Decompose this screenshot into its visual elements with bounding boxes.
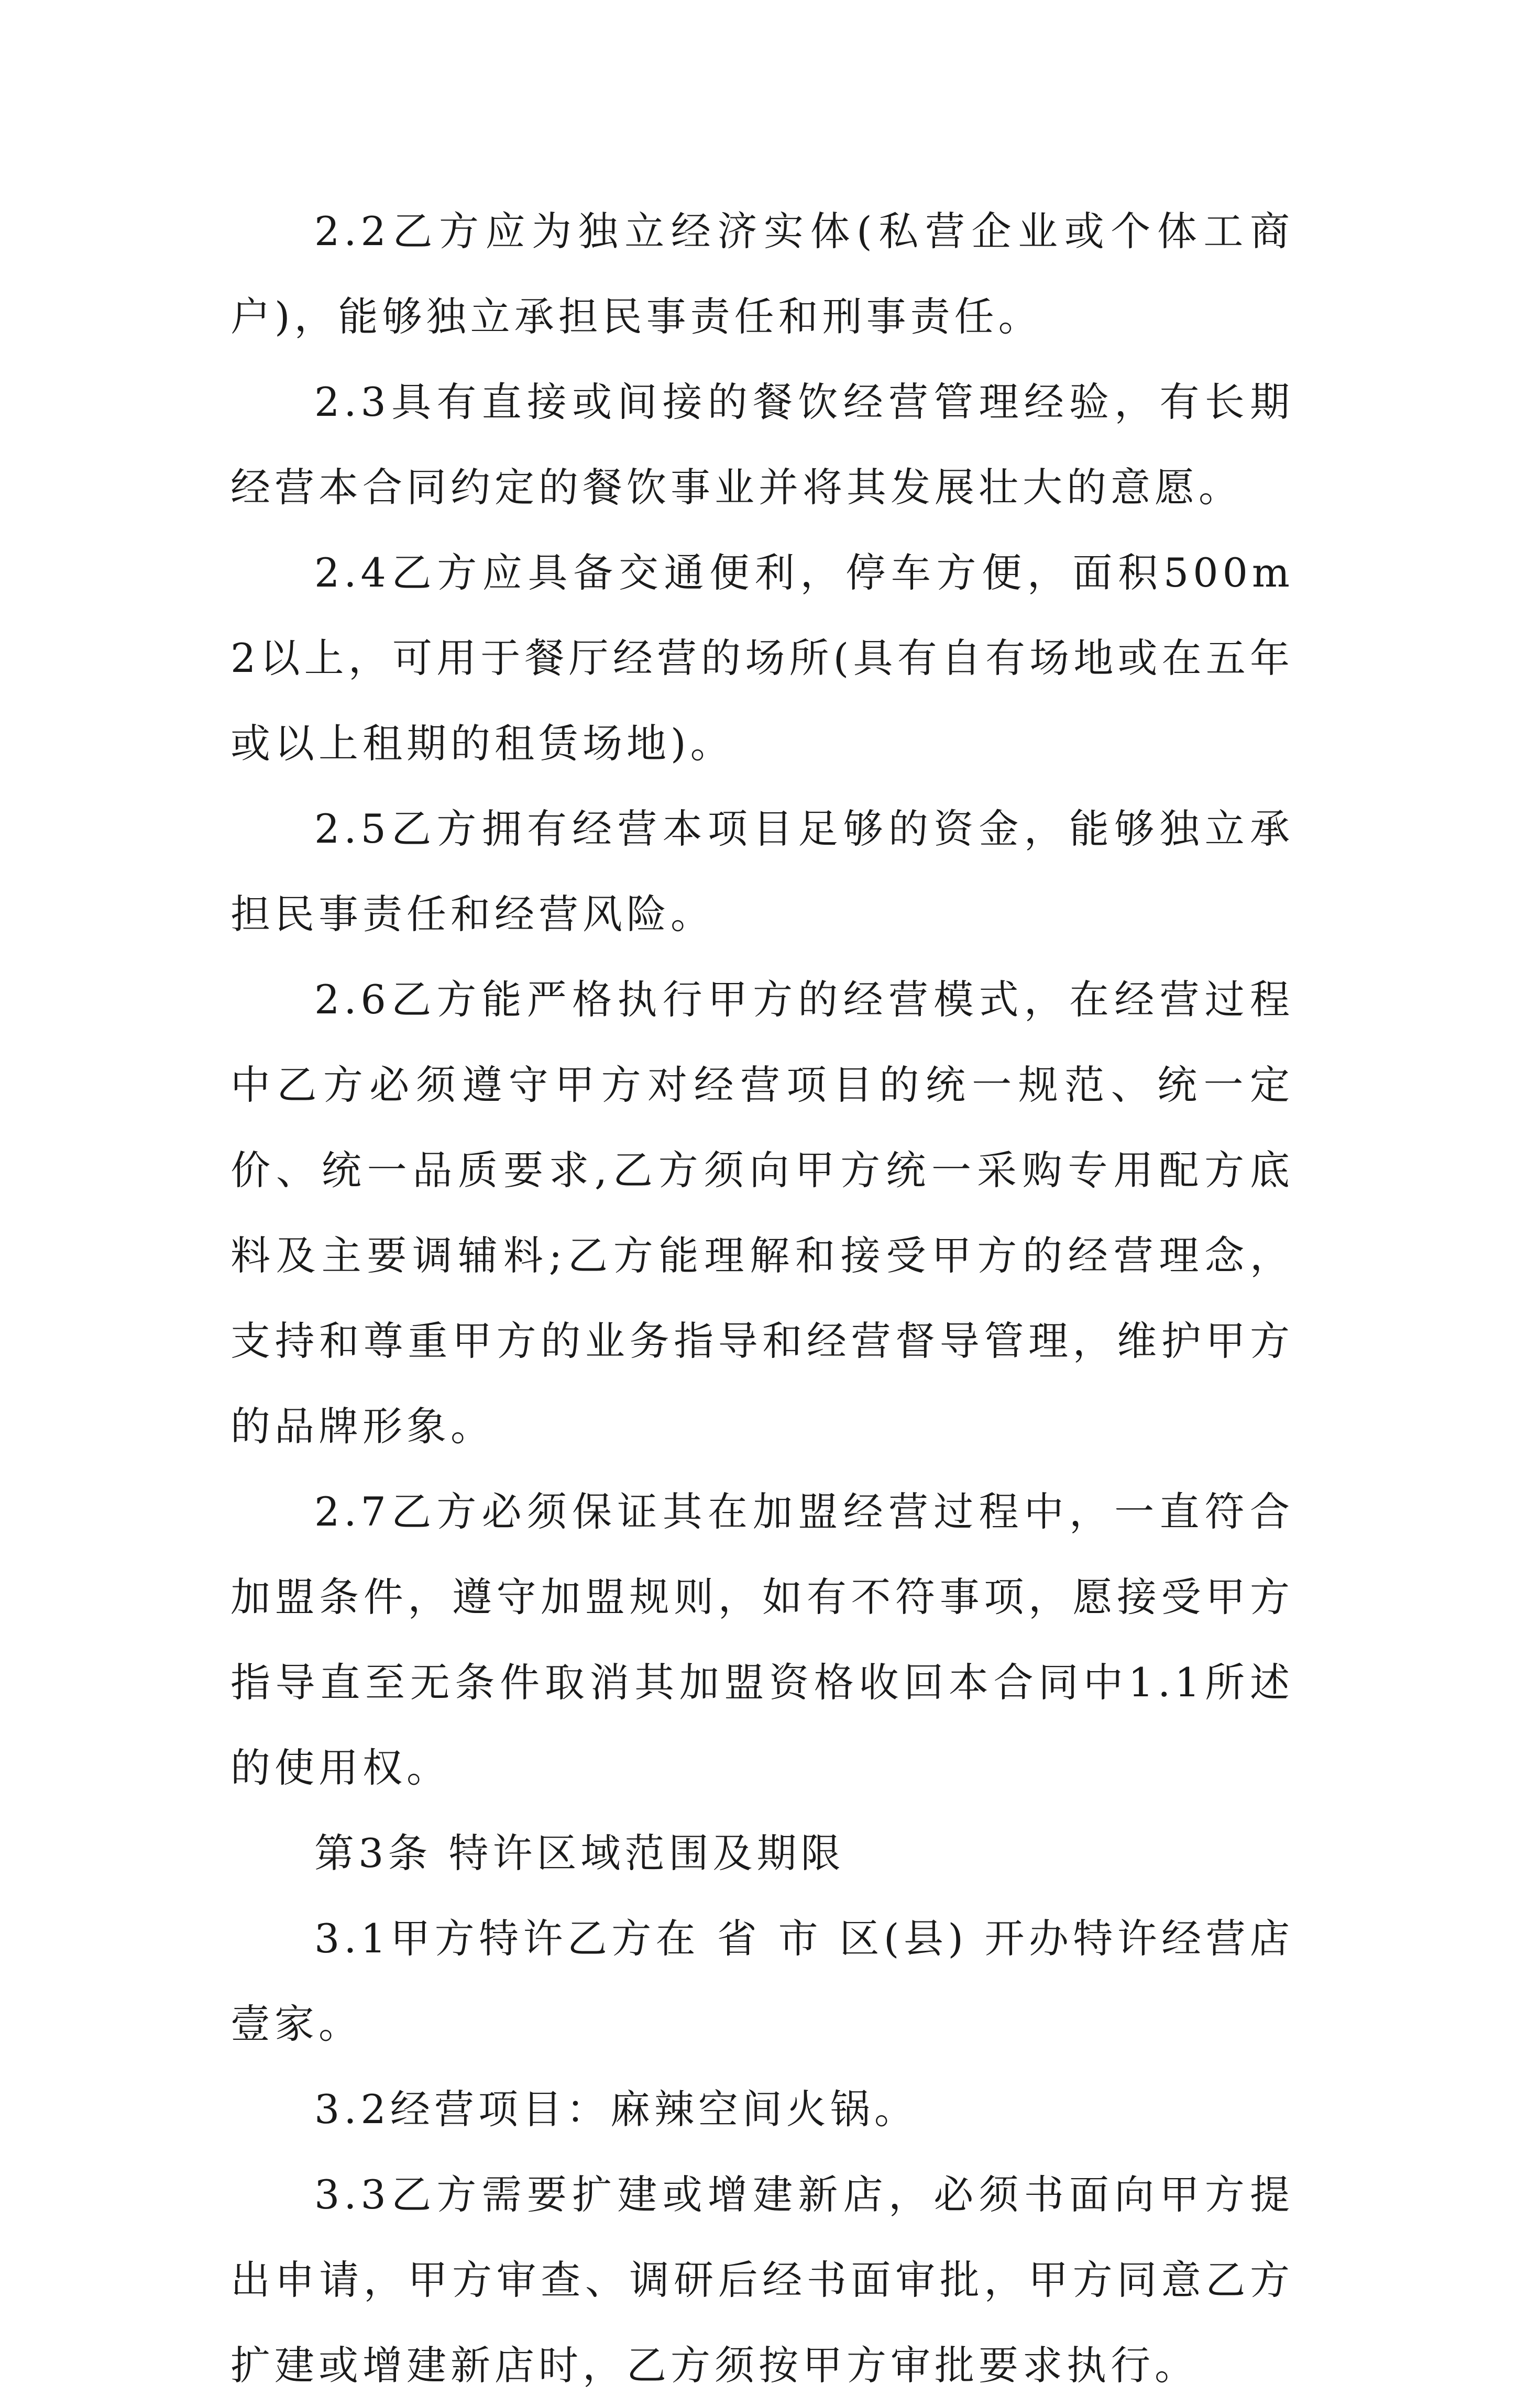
- clause-2-5: 2.5乙方拥有经营本项目足够的资金，能够独立承担民事责任和经营风险。: [230, 805, 1294, 937]
- document-body: [230, 189, 1294, 2408]
- clause-2-3: 2.3具有直接或间接的餐饮经营管理经验，有长期经营本合同约定的餐饮事业并将其发展壮大的意愿。: [230, 379, 1294, 511]
- clause-2-6: 2.6乙方能严格执行甲方的经营模式，在经营过程中乙方必须遵守甲方对经营项目的统一规范、统一定价、统一品质要求,乙方须向甲方统一采购专用配方底料及主要调辅料;乙方能理解和接受甲方的经营理念，支持和尊重甲方的业务指导和经营督导管理，维护甲方的品牌形象。: [230, 976, 1294, 1450]
- clause-2-7: 2.7乙方必须保证其在加盟经营过程中，一直符合加盟条件，遵守加盟规则，如有不符事项，愿接受甲方指导直至无条件取消其加盟资格收回本合同中1.1所述的使用权。: [230, 1488, 1294, 1791]
- clause-3-3: 3.3乙方需要扩建或增建新店，必须书面向甲方提出申请，甲方审查、调研后经书面审批，甲方同意乙方扩建或增建新店时，乙方须按甲方审批要求执行。: [230, 2171, 1294, 2389]
- clause-3-2: 3.2经营项目：麻辣空间火锅。: [314, 2086, 918, 2133]
- article-3-heading: 第3条 特许区域范围及期限: [314, 1830, 845, 1876]
- clause-2-2: 2.2乙方应为独立经济实体(私营企业或个体工商户)，能够独立承担民事责任和刑事责任。: [230, 208, 1294, 340]
- clause-3-1: 3.1甲方特许乙方在 省 市 区(县) 开办特许经营店壹家。: [230, 1915, 1294, 2047]
- clause-2-4: 2.4乙方应具备交通便利，停车方便，面积500m2以上，可用于餐厅经营的场所(具有自有场地或在五年或以上租期的租赁场地)。: [230, 549, 1294, 767]
